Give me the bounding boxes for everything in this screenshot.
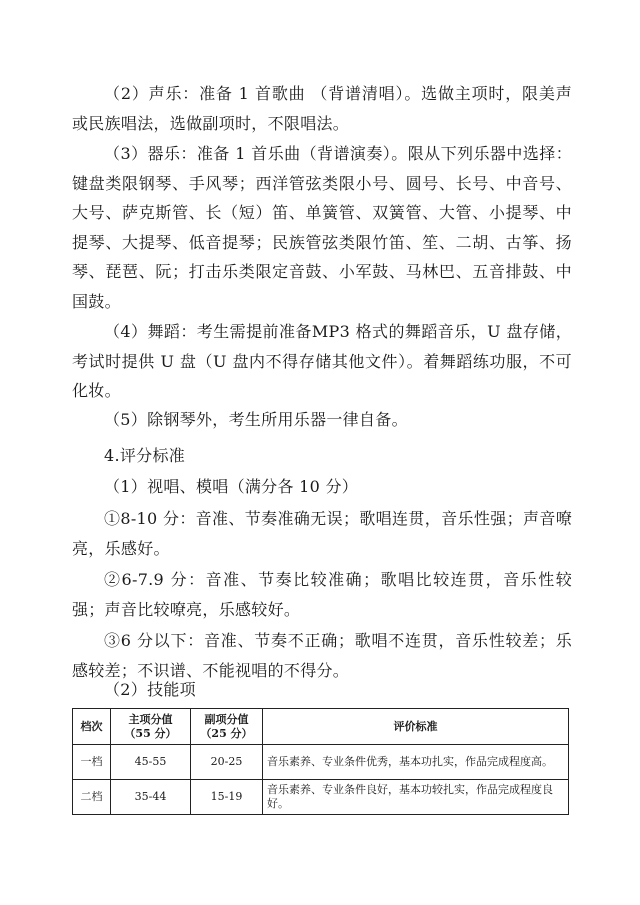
header-main-line2: （55 分） xyxy=(124,726,177,740)
header-sub-line1: 副项分值 xyxy=(204,712,249,726)
paragraph-dance: （4）舞蹈：考生需提前准备MP3 格式的舞蹈音乐，U 盘存储，考试时提供 U 盘（U 盘内不得存储其他文件）。着舞蹈练功服，不可化妆。 xyxy=(72,322,572,400)
criterion-level-3: ③6 分以下：音准、节奏不正确；歌唱不连贯，音乐性较差；乐感较差；不识谱、不能视唱的不得分。 xyxy=(72,631,572,680)
paragraph-vocal: （2）声乐：准备 1 首歌曲 （背谱清唱）。选做主项时，限美声或民族唱法，选做副项时，不限唱法。 xyxy=(72,84,572,133)
section-heading-scoring: 4.评分标准 xyxy=(104,446,186,465)
cell-sub-score: 15-19 xyxy=(191,780,263,815)
skills-score-table xyxy=(72,708,569,815)
paragraph-instruments: （5）除钢琴外，考生所用乐器一律自备。 xyxy=(104,410,408,429)
subheading-sight-singing: （1）视唱、模唱（满分各 10 分） xyxy=(104,477,359,496)
header-sub-line2: （25 分） xyxy=(200,726,253,740)
criterion-level-2: ②6-7.9 分：音准、节奏比较准确；歌唱比较连贯，音乐性较强；声音比较嘹亮，乐感较好。 xyxy=(72,570,572,619)
cell-criteria: 音乐素养、专业条件良好，基本功较扎实，作品完成程度良好。 xyxy=(263,780,569,815)
cell-main-score: 35-44 xyxy=(111,780,191,815)
header-sub-score xyxy=(191,709,263,745)
subheading-skills: （2）技能项 xyxy=(104,680,196,699)
header-level: 档次 xyxy=(73,709,111,745)
cell-level: 一档 xyxy=(73,745,111,780)
table-row xyxy=(73,745,569,780)
cell-main-score: 45-55 xyxy=(111,745,191,780)
criterion-level-1: ①8-10 分：音准、节奏准确无误；歌唱连贯，音乐性强；声音嘹亮，乐感好。 xyxy=(72,509,572,558)
cell-criteria: 音乐素养、专业条件优秀，基本功扎实，作品完成程度高。 xyxy=(263,745,569,780)
header-main-line1: 主项分值 xyxy=(128,712,173,726)
table-header-row xyxy=(73,709,569,745)
header-main-score xyxy=(111,709,191,745)
table-row xyxy=(73,780,569,815)
cell-level: 二档 xyxy=(73,780,111,815)
paragraph-instrumental: （3）器乐：准备 1 首乐曲（背谱演奏）。限从下列乐器中选择：键盘类限钢琴、手风琴；西洋管弦类限小号、圆号、长号、中音号、大号、萨克斯管、长（短）笛、单簧管、双簧管、大管、小提琴、中提琴、大提琴、低音提琴；民族管弦类限竹笛、笙、二胡、古筝、扬琴、琵琶、阮；打击乐类限定音鼓、小军鼓、马林巴、五音排鼓、中国鼓。 xyxy=(72,144,572,311)
header-criteria: 评价标准 xyxy=(263,709,569,745)
cell-sub-score: 20-25 xyxy=(191,745,263,780)
